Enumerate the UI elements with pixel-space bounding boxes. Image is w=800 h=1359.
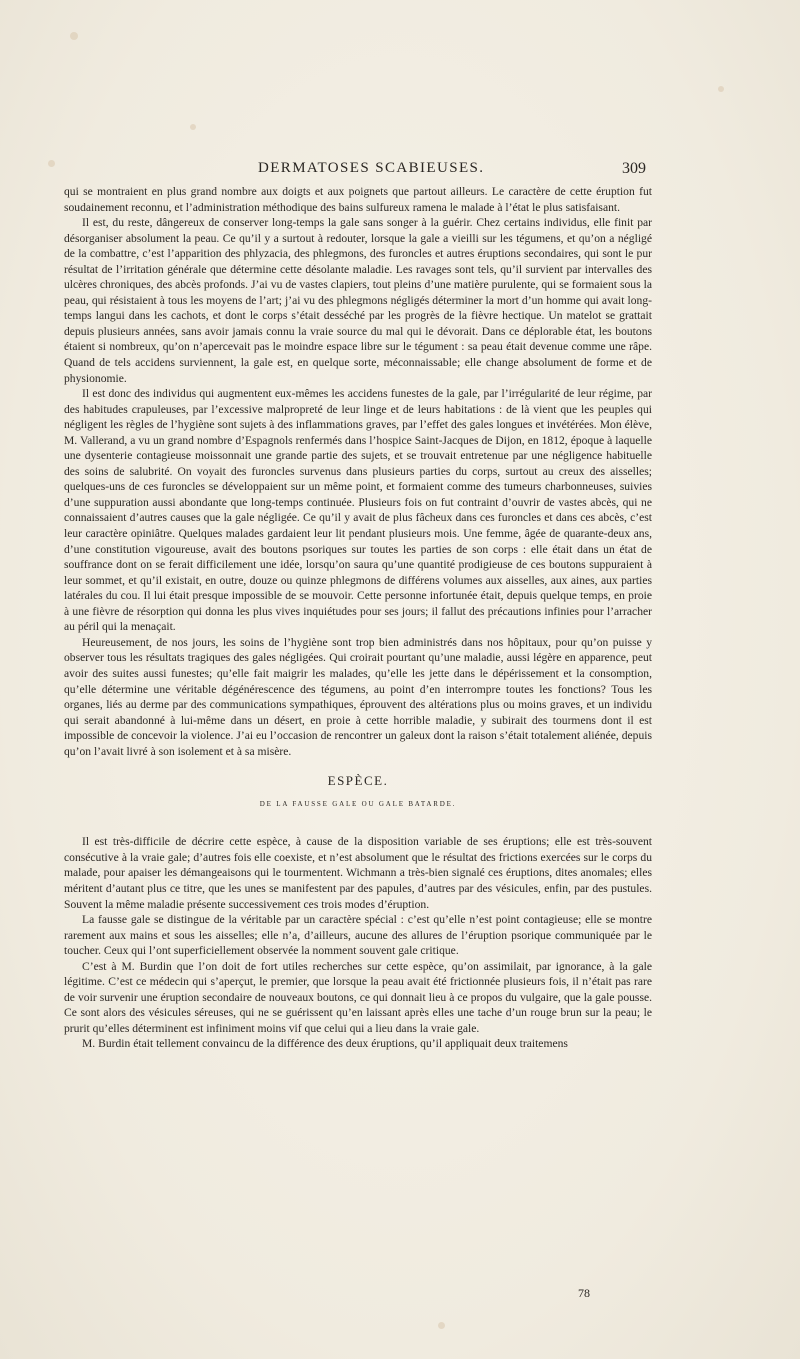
paragraph: Il est donc des individus qui augmentent eux-mêmes les accidens funestes de la gale, par l’irrégularité de leur régime, par des habitudes crapuleuses, par l’excessive malpropreté de leur linge et de leurs habitations : de là vient que les peuples qui négligent les règles de l’hygiène sont sujets à des inflammations graves, par l’effet des gales longues et invétérées. Mon élève, M. Vallerand, a vu un grand nombre d’Espagnols renfermés dans l’hospice Saint-Jacques de Dijon, en 1812, époque à laquelle une dysenterie contagieuse moissonnait une grande partie des sujets, et se trouvait entretenue par une négligence habituelle des soins de salubrité. On voyait des furoncles survenus dans plusieurs parties du corps, surtout au creux des aisselles; quelques-uns de ces furoncles se développaient sur un même point, et formaient comme des tumeurs charbonneuses, suivies d’une suppuration aussi abondante que long-temps continuée. Plusieurs fois on fut contraint d’ouvrir de vastes abcès, qui ne connaissaient d’autres causes que la gale négligée. Ce qu’il y avait de plus fâcheux dans ces furoncles et dans ces abcès, c’est leur caractère opiniâtre. Quelques malades gardaient leur lit pendant plusieurs mois. Une femme, âgée de quarante-deux ans, d’une constitution vigoureuse, avait des boutons psoriques sur toutes les parties de son corps : elle était dans un état de souffrance dont on se ferait difficilement une idée, lorsqu’on saura qu’une quantité prodigieuse de ces boutons suppuraient à leur sommet, et qu’il existait, en outre, douze ou quinze phlegmons de différens volumes aux aisselles, aux aines, aux parties latérales du cou. Il lui était presque impossible de se mouvoir. Cette personne infortunée était, depuis quelque temps, en proie à une fièvre de résorption qui donna les plus vives inquiétudes pour ses jours; il fallut des précautions infinies pour l’arracher au péril qui la menaçait. [64, 387, 652, 634]
section-heading: ESPÈCE. [327, 773, 389, 789]
running-title: DERMATOSES SCABIEUSES. [258, 160, 485, 176]
paragraph: C’est à M. Burdin que l’on doit de fort utiles recherches sur cette espèce, qu’on assimilait, par ignorance, à la gale légitime. C’est ce médecin qui s’aperçut, le premier, que lorsque la peau avait été frictionnée plusieurs fois, il n’était pas rare de voir survenir une éruption secondaire de nouveaux boutons, ce qui donnait lieu à ce propos du vulgaire, que la gale pousse. Ce sont alors des vésicules séreuses, qui ne se guérissent qu’en laissant après elles une tache d’un rouge brun sur la peau; le prurit qu’elles déterminent est infiniment moins vif que celui qui a lieu dans la vraie gale. [64, 959, 652, 1035]
paragraph: qui se montraient en plus grand nombre aux doigts et aux poignets que partout ailleurs. Le caractère de cette éruption fut soudainement reconnu, et l’administration méthodique des bains sulfureux ramena le malade à l’état le plus satisfaisant. [64, 185, 652, 214]
page-number: 309 [622, 160, 646, 177]
signature-mark: 78 [578, 1286, 590, 1300]
body-text [64, 184, 652, 1052]
foxing-spot [438, 1322, 445, 1329]
foxing-spot [190, 124, 196, 130]
paragraph: Heureusement, de nos jours, les soins de l’hygiène sont trop bien administrés dans nos hôpitaux, pour qu’on puisse y observer tous les résultats tragiques des gales négligées. Qui croirait pourtant qu’une maladie, aussi légère en apparence, peut avoir des suites aussi funestes; qu’elle fait maigrir les malades, qu’elle les jette dans le dépérissement et la consomption, qu’elle détermine une véritable dégénérescence des tégumens, au point d’en interrompre toutes les fonctions? Tous les organes, liés au derme par des communications sympathiques, éprouvent des altérations plus ou moins graves, et un individu qui serait abandonné à lui-même dans un désert, en proie à cette horrible maladie, y subirait des tourmens dont il est impossible de concevoir la violence. J’ai eu l’occasion de rencontrer un galeux dont la raison s’était totalement aliénée, depuis qu’on l’avait livré à son isolement et à sa misère. [64, 635, 652, 758]
paragraph: Il est, du reste, dângereux de conserver long-temps la gale sans songer à la guérir. Chez certains individus, elle finit par désorganiser absolument la peau. Ce qu’il y a surtout à redouter, lorsque la gale a vieilli sur les tégumens, et qu’on a négligé de la combattre, c’est l’apparition des phlyzacia, des phlegmons, des furoncles et autres éruptions secondaires, qui sont le pur résultat de l’irritation générale que détermine cette désolante maladie. Les ravages sont tels, qu’il survient par intervalles des ulcères chroniques, des abcès profonds. J’ai vu de vastes clapiers, tout pleins d’une matière purulente, qui se formaient sous la peau, qui résistaient à tous les moyens de l’art; j’ai vu des phlegmons négligés déterminer la mort d’un homme qui avait long-temps langui dans les cachots, et dont le corps s’était desséché par les progrès de la fièvre hectique. Un matelot se grattait depuis plusieurs années, sans avoir jamais connu la vraie source du mal qui le dévorait. Dans ce déplorable état, les boutons étaient si nombreux, qu’on n’apercevait pas le moindre espace libre sur le tégument : sa peau était devenue comme une râpe. Quand de tels accidens surviennent, la gale est, en quelque sorte, méconnaissable; elle change absolument de forme et de physionomie. [64, 216, 652, 385]
paragraph: La fausse gale se distingue de la véritable par un caractère spécial : c’est qu’elle n’est point contagieuse; elle se montre rarement aux mains et sous les aisselles; elle n’a, d’ailleurs, aucune des allures de l’éruption psorique communiquée par le toucher. Ceux qui l’ont superficiellement observée la nomment souvent gale critique. [64, 913, 652, 958]
foxing-spot [718, 86, 724, 92]
section-subheading: DE LA FAUSSE GALE OU GALE BATARDE. [259, 799, 457, 808]
running-head [0, 160, 800, 180]
paragraph: Il est très-difficile de décrire cette espèce, à cause de la disposition variable de ses éruptions; elle est très-souvent consécutive à la vraie gale; d’autres fois elle coexiste, et n’est absolument que le résultat des frictions exercées sur le corps du malade, pour apaiser les démangeaisons qui le tourmentent. Wichmann a très-bien signalé ces éruptions, dites anomales; elles méritent d’autant plus ce titre, que les unes se manifestent par des papules, d’autres par des vésicules, enfin, par des pustules. Souvent la même maladie présente successivement ces trois modes d’éruption. [64, 835, 652, 911]
foxing-spot [70, 32, 78, 40]
paragraph: M. Burdin était tellement convaincu de la différence des deux éruptions, qu’il appliquait deux traitemens [82, 1037, 568, 1051]
